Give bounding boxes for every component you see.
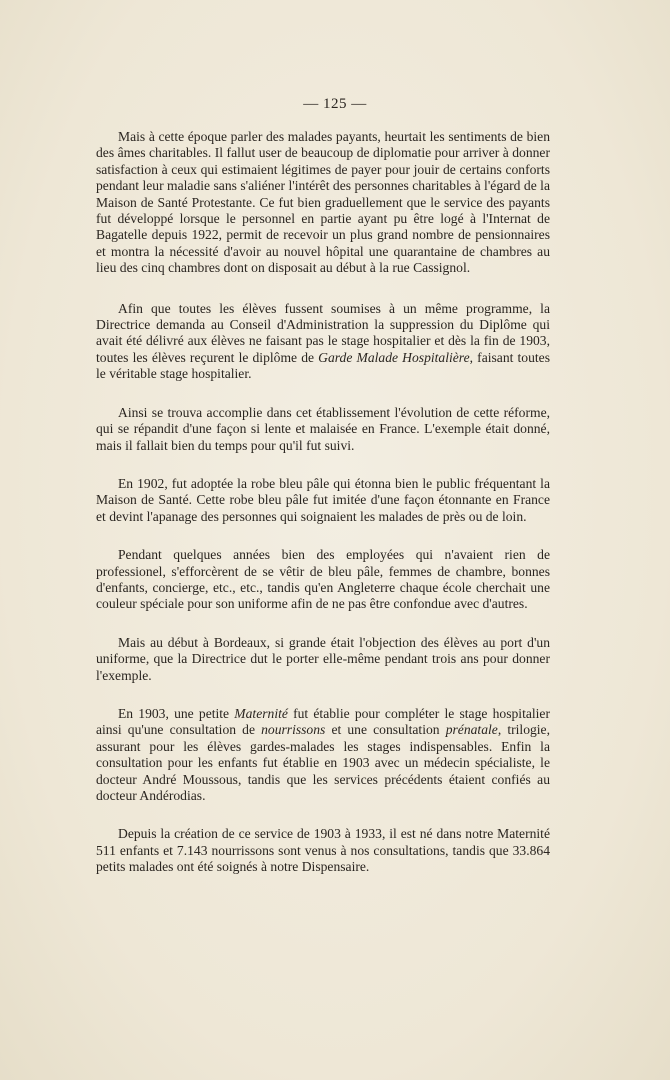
paragraph-text: fut établie pour compléter le stage hospitalier ainsi qu'une consultation de: [96, 705, 550, 738]
paragraph-text: En 1903, une petite: [118, 705, 235, 721]
prenatale-term: prénatale: [445, 722, 498, 738]
paragraph-text: En 1902, fut adoptée la robe bleu pâle qui étonna bien le public fréquentant la Maison de Santé. Cette robe bleu pâle fut imitée d'une façon étonnante en France et devint l'apanage des personnes qui soignaient les malades de près ou de loin.: [96, 475, 550, 524]
paragraph-statistics: [96, 826, 550, 875]
page-number: — 125 —: [303, 96, 367, 112]
paragraph-text: Pendant quelques années bien des employées qui n'avaient rien de professionel, s'efforcèrent de se vêtir de bleu pâle, femmes de chambre, bonnes d'enfants, concierge, etc., etc., tandis qu'en Angleterre chaque école cherchait une couleur spéciale pour son uniforme afin de ne pas être confondue avec d'autres.: [96, 547, 550, 612]
paragraph-uniform: [96, 635, 550, 684]
paragraph-text: Afin que toutes les élèves fussent soumises à un même programme, la Directrice demanda au Conseil d'Administration la suppression du Diplôme qui avait été délivré aux élèves ne faisant pas le stage hospitalier et dès la fin de 1903, toutes les élèves reçurent le diplôme de: [96, 300, 550, 365]
paragraph-employees: [96, 547, 550, 613]
paragraph-maternity: [96, 706, 550, 804]
paragraph-blue-dress: [96, 476, 550, 525]
paragraph-text: , trilogie, assurant pour les élèves gardes-malades les stages indispensables. Enfin la consultation pour les enfants fut établie en 1903 avec un médecin spécialiste, le docteur André Moussous, tandis que les services précédents étaient confiés au docteur Andérodias.: [96, 722, 550, 803]
paragraph-diploma: [96, 301, 550, 383]
paragraph-text: Mais à cette époque parler des malades payants, heurtait les sentiments de bien des âmes charitables. Il fallut user de beaucoup de diplomatie pour arriver à donner satisfaction à ceux qui estimaient légitimes de payer pour jouir de certains conforts pendant leur maladie sans s'aliéner l'intérêt des personnes charitables à l'égard de la Maison de Santé Protestante. Ce fut bien graduellement que le service des payants fut développé lorsque le personnel en partie ayant pu être logé à l'Internat de Bagatelle depuis 1922, permit de recevoir un plus grand nombre de pensionnaires et montra la nécessité d'avoir au nouvel hôpital une quarantaine de chambres au lieu des cinq chambres dont on disposait au début à la rue Cassignol.: [96, 129, 550, 276]
paragraph-reform: [96, 405, 550, 454]
diploma-title: Garde Malade Hospitalière: [318, 349, 470, 365]
paragraph-text: Ainsi se trouva accomplie dans cet établissement l'évolution de cette réforme, qui se répandit d'une façon si lente et malaisée en France. L'exemple était donné, mais il fallait bien du temps pour qu'il fut suivi.: [96, 404, 550, 453]
body-text: [96, 129, 550, 898]
paragraph-text: Depuis la création de ce service de 1903 à 1933, il est né dans notre Maternité 511 enfants et 7.143 nourrissons sont venus à nos consultations, tandis que 33.864 petits malades ont été soignés à notre Dispensaire.: [96, 826, 550, 875]
maternity-term: Maternité: [234, 705, 288, 721]
paragraph-paying-patients: [96, 129, 550, 277]
paragraph-text: et une consultation: [325, 722, 446, 738]
paragraph-text: , faisant toutes le véritable stage hospitalier.: [96, 349, 551, 382]
paragraph-text: Mais au début à Bordeaux, si grande était l'objection des élèves au port d'un uniforme, que la Directrice dut le porter elle-même pendant trois ans pour donner l'exemple.: [96, 634, 550, 683]
nourrissons-term: nourrissons: [261, 722, 326, 738]
